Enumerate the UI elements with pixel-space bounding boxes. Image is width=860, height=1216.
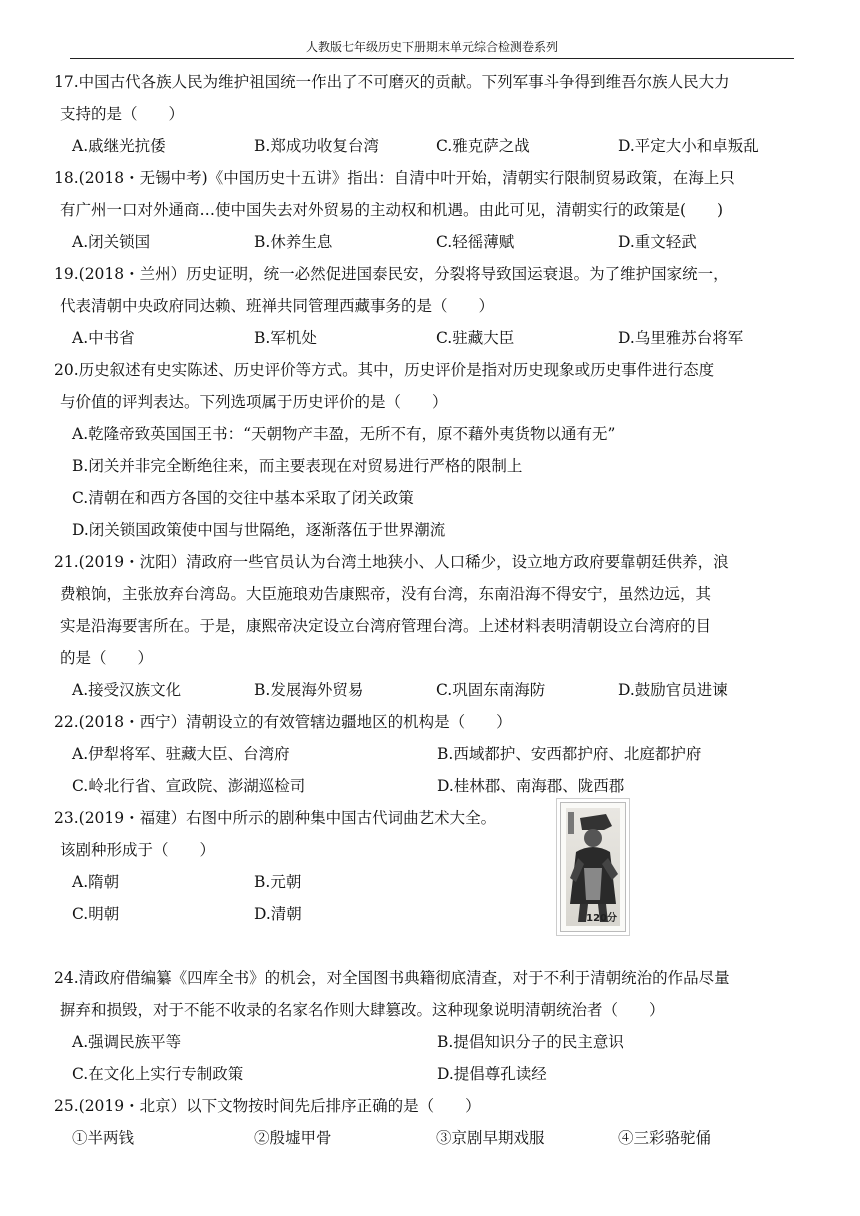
question-22-stem-1: 22.(2018・西宁）清朝设立的有效管辖边疆地区的机构是（ ）: [54, 713, 512, 731]
question-22-options-row-2: [54, 770, 810, 802]
question-19-stem-2: 代表清朝中央政府同达赖、班禅共同管理西藏事务的是（ ）: [60, 297, 495, 315]
page-header: 人教版七年级历史下册期末单元综合检测卷系列: [70, 36, 794, 59]
question-21-options: [54, 674, 810, 706]
question-20-stem-2: 与价值的评判表达。下列选项属于历史评价的是（ ）: [60, 393, 448, 411]
option-c[interactable]: C.明朝: [72, 905, 120, 923]
option-d[interactable]: D.清朝: [254, 905, 302, 923]
option-b[interactable]: B.郑成功收复台湾: [254, 137, 379, 155]
question-25: [54, 1090, 810, 1154]
option-d[interactable]: D.提倡尊孔读经: [437, 1065, 547, 1083]
option-c[interactable]: C.岭北行省、宣政院、澎湖巡检司: [72, 777, 306, 795]
question-21-stem-3: 实是沿海要害所在。于是，康熙帝决定设立台湾府管理台湾。上述材料表明清朝设立台湾府的目: [60, 617, 712, 635]
option-c[interactable]: C.雅克萨之战: [436, 137, 530, 155]
option-d[interactable]: D.重文轻武: [618, 233, 697, 251]
item-1: ①半两钱: [72, 1129, 135, 1147]
option-b[interactable]: B.休养生息: [254, 233, 333, 251]
question-18: [54, 162, 810, 258]
option-c[interactable]: C.清朝在和西方各国的交往中基本采取了闭关政策: [72, 489, 414, 507]
question-23-options-row-1: [54, 866, 810, 898]
question-list: [54, 66, 810, 1154]
opera-stamp-image: [560, 802, 626, 932]
question-21-stem-4: 的是（ ）: [60, 649, 154, 667]
question-23-stem-1: 23.(2019・福建）右图中所示的剧种集中国古代词曲艺术大全。: [54, 809, 497, 827]
question-23: [54, 802, 810, 962]
option-b[interactable]: B.发展海外贸易: [254, 681, 364, 699]
item-4: ④三彩骆驼俑: [618, 1129, 712, 1147]
question-17-options: [54, 130, 810, 162]
option-b[interactable]: B.西域都护、安西都护府、北庭都护府: [437, 745, 702, 763]
option-c[interactable]: C.在文化上实行专制政策: [72, 1065, 244, 1083]
option-a[interactable]: A.乾隆帝致英国国王书：“天朝物产丰盈，无所不有，原不藉外夷货物以通有无”: [72, 425, 616, 443]
option-a[interactable]: A.强调民族平等: [72, 1033, 182, 1051]
item-3: ③京剧早期戏服: [436, 1129, 545, 1147]
question-19-stem-1: 19.(2018・兰州）历史证明，统一必然促进国泰民安，分裂将导致国运衰退。为了维护国家统一，: [54, 265, 729, 283]
stamp-denomination: 120分: [586, 913, 617, 924]
question-19: [54, 258, 810, 354]
question-22: [54, 706, 810, 802]
option-d[interactable]: D.平定大小和卓叛乱: [618, 137, 759, 155]
question-18-stem-2: 有广州一口对外通商…使中国失去对外贸易的主动权和机遇。由此可见，清朝实行的政策是( ): [60, 201, 724, 219]
question-20-stem-1: 20.历史叙述有史实陈述、历史评价等方式。其中，历史评价是指对历史现象或历史事件进行态度: [54, 361, 715, 379]
option-b[interactable]: B.提倡知识分子的民主意识: [437, 1033, 624, 1051]
option-a[interactable]: A.闭关锁国: [72, 233, 151, 251]
option-a[interactable]: A.隋朝: [72, 873, 120, 891]
question-18-stem-1: 18.(2018・无锡中考)《中国历史十五讲》指出：自清中叶开始，清朝实行限制贸易政策，在海上只: [54, 169, 735, 187]
question-24: [54, 962, 810, 1090]
question-19-options: [54, 322, 810, 354]
question-24-stem-1: 24.清政府借编纂《四库全书》的机会，对全国图书典籍彻底清查，对于不利于清朝统治的作品尽量: [54, 969, 730, 987]
question-25-items: [54, 1122, 810, 1154]
question-17-stem-2: 支持的是（ ）: [60, 105, 185, 123]
option-a[interactable]: A.接受汉族文化: [72, 681, 182, 699]
question-21: [54, 546, 810, 706]
item-2: ②殷墟甲骨: [254, 1129, 332, 1147]
question-24-options-row-1: [54, 1026, 810, 1058]
option-b[interactable]: B.元朝: [254, 873, 302, 891]
option-a[interactable]: A.戚继光抗倭: [72, 137, 166, 155]
option-b[interactable]: B.闭关并非完全断绝往来，而主要表现在对贸易进行严格的限制上: [72, 457, 523, 475]
question-22-options-row-1: [54, 738, 810, 770]
question-21-stem-2: 费粮饷，主张放弃台湾岛。大臣施琅劝告康熙帝，没有台湾，东南沿海不得安宁，虽然边远，其: [60, 585, 712, 603]
question-17: [54, 66, 810, 162]
option-c[interactable]: C.驻藏大臣: [436, 329, 515, 347]
question-21-stem-1: 21.(2019・沈阳）清政府一些官员认为台湾土地狭小、人口稀少，设立地方政府要靠朝廷供养，浪: [54, 553, 729, 571]
question-24-options-row-2: [54, 1058, 810, 1090]
question-18-options: [54, 226, 810, 258]
option-d[interactable]: D.闭关锁国政策使中国与世隔绝，逐渐落伍于世界潮流: [72, 521, 446, 539]
question-23-options-row-2: [54, 898, 810, 930]
opera-figure-illustration: [566, 808, 620, 926]
option-d[interactable]: D.乌里雅苏台将军: [618, 329, 744, 347]
question-25-stem-1: 25.(2019・北京）以下文物按时间先后排序正确的是（ ）: [54, 1097, 481, 1115]
option-d[interactable]: D.鼓励官员进谏: [618, 681, 728, 699]
option-c[interactable]: C.巩固东南海防: [436, 681, 546, 699]
question-20: [54, 354, 810, 546]
option-c[interactable]: C.轻徭薄赋: [436, 233, 515, 251]
option-a[interactable]: A.伊犁将军、驻藏大臣、台湾府: [72, 745, 290, 763]
option-b[interactable]: B.军机处: [254, 329, 317, 347]
question-17-stem-1: 17.中国古代各族人民为维护祖国统一作出了不可磨灭的贡献。下列军事斗争得到维吾尔族人民大力: [54, 73, 730, 91]
question-24-stem-2: 摒弃和损毁，对于不能不收录的名家名作则大肆篡改。这种现象说明清朝统治者（ ）: [60, 1001, 665, 1019]
question-23-stem-2: 该剧种形成于（ ）: [60, 841, 216, 859]
option-a[interactable]: A.中书省: [72, 329, 135, 347]
option-d[interactable]: D.桂林郡、南海郡、陇西郡: [437, 777, 625, 795]
